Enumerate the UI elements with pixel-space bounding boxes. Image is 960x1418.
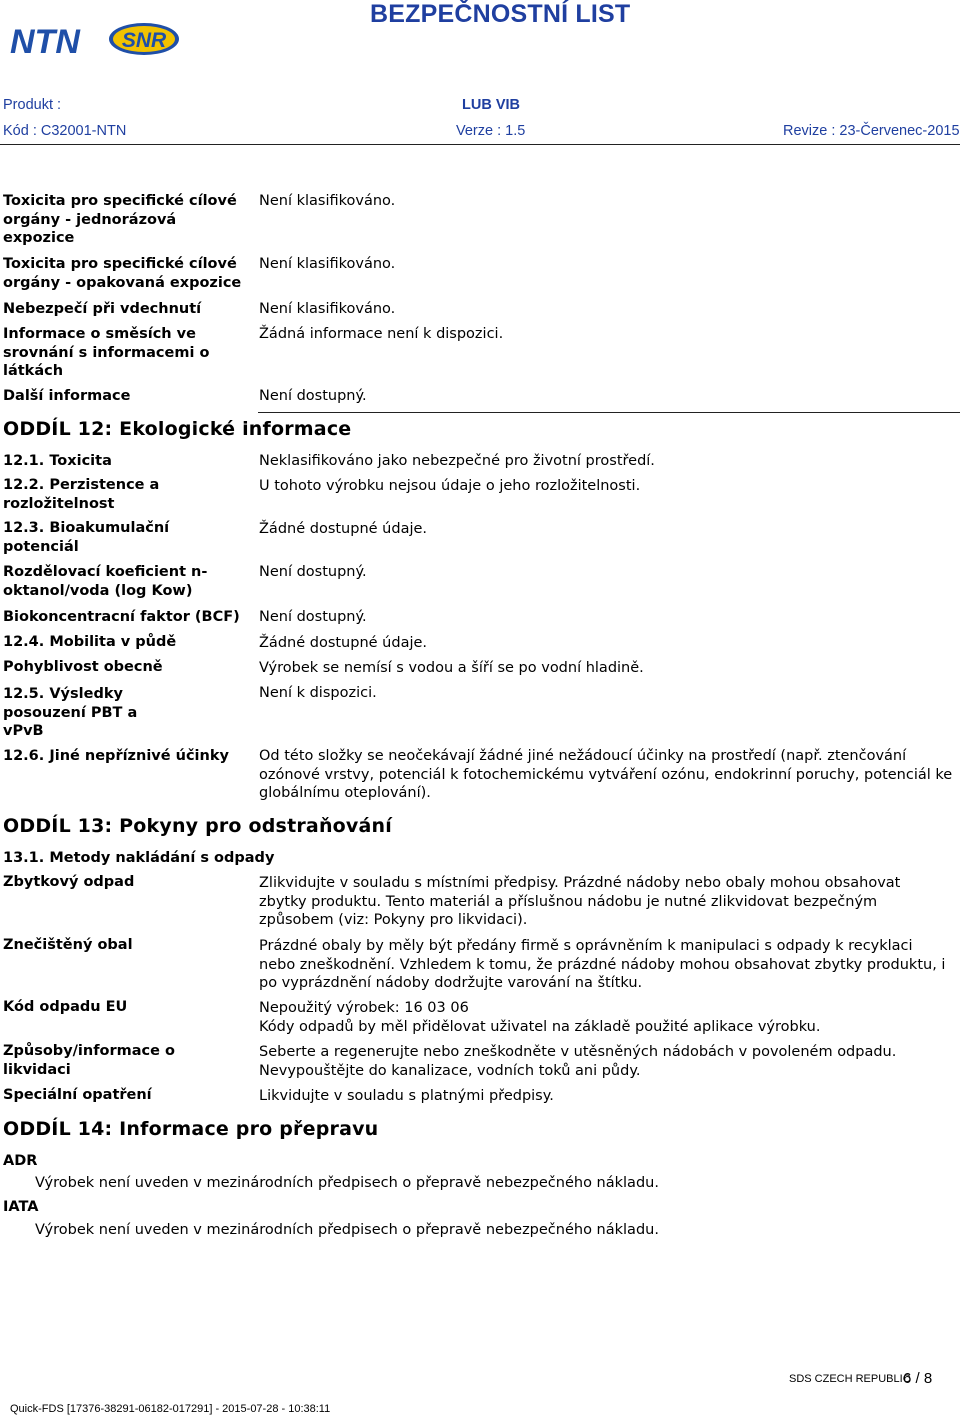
s12-value-bioaccumulation: Žádné dostupné údaje. <box>259 521 428 537</box>
ntn-logo-text: NTN <box>10 23 80 60</box>
revision-date: Revize : 23-Červenec-2015 <box>783 123 960 139</box>
s12-value-persistence: U tohoto výrobku nejsou údaje o jeho rozložitelnosti. <box>259 478 641 494</box>
s14-adr-text: Výrobek není uveden v mezinárodních předpisech o přepravě nebezpečného nákladu. <box>35 1175 659 1191</box>
s12-label-bcf: Biokoncentracní faktor (BCF) <box>3 609 240 625</box>
s12-value-mobility: Žádné dostupné údaje. <box>259 635 428 651</box>
s13-value-disposal: Seberte a regenerujte nebo zneškodněte v utěsněných nádobách v povoleném odpadu. Nevypouštějte do kanalizace, vodních toků ani půdy. <box>259 1044 897 1079</box>
section-divider <box>258 412 960 413</box>
product-name: LUB VIB <box>462 97 520 113</box>
s11-value-1: Není klasifikováno. <box>259 193 396 209</box>
s13-label-packaging: Znečištěný obal <box>3 937 133 953</box>
snr-logo <box>108 22 180 56</box>
s13-subtitle: 13.1. Metody nakládání s odpady <box>3 850 275 866</box>
s12-label-kow: Rozdělovací koeficient n-oktanol/voda (log Kow) <box>3 564 208 599</box>
s13-label-disposal: Způsoby/informace o likvidaci <box>3 1043 175 1078</box>
s12-value-toxicity: Neklasifikováno jako nebezpečné pro životní prostředí. <box>259 453 655 469</box>
s12-label-other-effects: 12.6. Jiné nepříznivé účinky <box>3 748 229 764</box>
page-number: 6 / 8 <box>903 1370 933 1387</box>
footer-country: SDS CZECH REPUBLIC <box>789 1373 911 1385</box>
s11-value-4: Žádná informace není k dispozici. <box>259 326 504 342</box>
s11-label-1: Toxicita pro specifické cílové orgány - jednorázová expozice <box>3 193 237 246</box>
s12-label-mobility: 12.4. Mobilita v půdě <box>3 634 177 650</box>
s12-value-other-effects: Od této složky se neočekávají žádné jiné nežádoucí účinky na prostředí (např. ztenčování ozónové vrstvy, potenciál k fotochemickému vytváření ozónu, endokrinní poruchy, potenciál ke globálnímu oteplování). <box>259 748 953 801</box>
s12-label-pbt: 12.5. Výsledky posouzení PBT a vPvB <box>3 686 138 739</box>
s13-value-special: Likvidujte v souladu s platnými předpisy. <box>259 1088 554 1104</box>
s14-iata-label: IATA <box>3 1199 39 1215</box>
s12-label-bioaccumulation: 12.3. Bioakumulační potenciál <box>3 520 170 555</box>
s13-value-eu-code-note: Kódy odpadů by měl přidělovat uživatel na základě použité aplikace výrobku. <box>259 1019 821 1035</box>
s12-value-kow: Není dostupný. <box>259 564 367 580</box>
snr-logo-text: SNR <box>121 29 167 52</box>
s12-label-general-mobility: Pohyblivost obecně <box>3 659 163 675</box>
s12-value-bcf: Není dostupný. <box>259 609 367 625</box>
s13-label-residual: Zbytkový odpad <box>3 874 135 890</box>
s13-value-residual: Zlikvidujte v souladu s místními předpisy. Prázdné nádoby nebo obaly mohou obsahovat zbytky produktu. Tento materiál a příslušnou nádobu je nutné zlikvidovat bezpečným způsobem (viz: Pokyny pro likvidaci). <box>259 875 901 928</box>
s14-adr-label: ADR <box>3 1153 38 1169</box>
s13-value-packaging: Prázdné obaly by měly být předány firmě s oprávněním k manipulaci s odpady k recyklaci nebo zneškodnění. Vzhledem k tomu, že prázdné nádoby mohou obsahovat zbytky produktu, i po vyprázdnění nádoby dodržujte varování na štítku. <box>259 938 946 991</box>
s11-value-5: Není dostupný. <box>259 388 367 404</box>
s12-label-persistence: 12.2. Perzistence a rozložitelnost <box>3 477 160 512</box>
version: Verze : 1.5 <box>456 123 526 139</box>
section-14-title: ODDÍL 14: Informace pro přepravu <box>3 1118 379 1140</box>
s12-label-toxicity: 12.1. Toxicita <box>3 453 112 469</box>
s13-label-special: Speciální opatření <box>3 1087 152 1103</box>
product-code: Kód : C32001-NTN <box>3 123 127 139</box>
section-12-title: ODDÍL 12: Ekologické informace <box>3 418 352 440</box>
s11-label-3: Nebezpečí při vdechnutí <box>3 301 202 317</box>
ntn-logo <box>10 22 94 60</box>
document-title: BEZPEČNOSTNÍ LIST <box>370 0 631 28</box>
s14-iata-text: Výrobek není uveden v mezinárodních předpisech o přepravě nebezpečného nákladu. <box>35 1222 659 1238</box>
s11-value-2: Není klasifikováno. <box>259 256 396 272</box>
product-label: Produkt : <box>3 97 62 113</box>
section-13-title: ODDÍL 13: Pokyny pro odstraňování <box>3 815 392 837</box>
s13-value-eu-code: Nepoužitý výrobek: 16 03 06 <box>259 1000 469 1016</box>
s12-value-general-mobility: Výrobek se nemísí s vodou a šíří se po vodní hladině. <box>259 660 644 676</box>
footer-doc-id: Quick-FDS [17376-38291-06182-017291] - 2015-07-28 - 10:38:11 <box>10 1403 331 1415</box>
s11-label-4: Informace o směsích ve srovnání s informacemi o látkách <box>3 326 210 379</box>
header-divider <box>0 144 960 145</box>
s12-value-pbt: Není k dispozici. <box>259 685 377 701</box>
s11-value-3: Není klasifikováno. <box>259 301 396 317</box>
s11-label-5: Další informace <box>3 388 131 404</box>
s11-label-2: Toxicita pro specifické cílové orgány - opakovaná expozice <box>3 256 242 291</box>
s13-label-eu-code: Kód odpadu EU <box>3 999 128 1015</box>
